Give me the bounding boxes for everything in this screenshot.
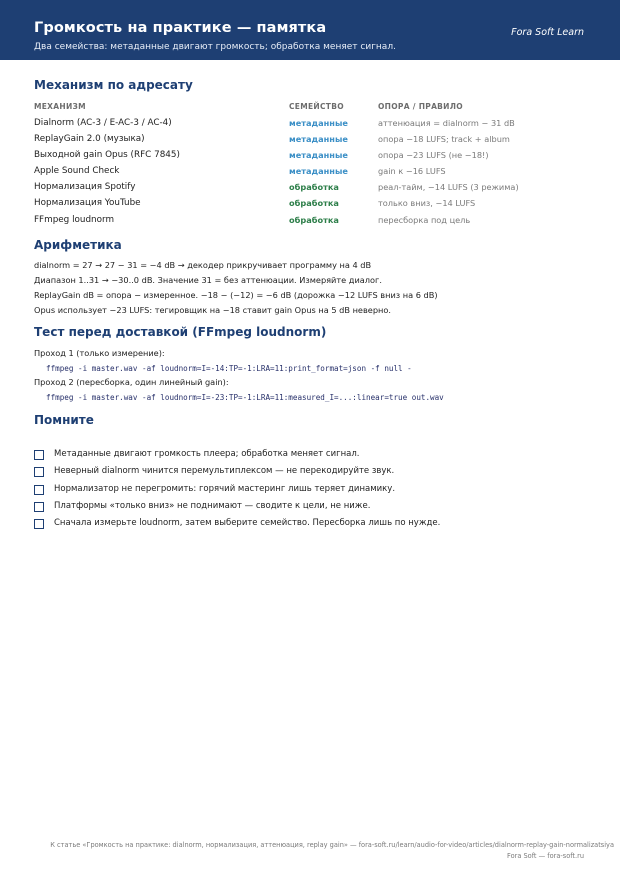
- table-row: [0, 118, 620, 134]
- table-row: [0, 134, 620, 150]
- checklist-item-label: Сначала измерьте loudnorm, затем выберите семейство. Пересборка лишь по нужде.: [54, 518, 441, 528]
- mechanism-cell: ReplayGain 2.0 (музыка): [34, 134, 145, 144]
- family-cell: метаданные: [289, 118, 348, 128]
- section-heading-remember: Помните: [34, 413, 94, 427]
- mechanism-cell: Нормализация YouTube: [34, 198, 141, 208]
- checklist-item-label: Платформы «только вниз» не поднимают — сводите к цели, не ниже.: [54, 501, 371, 511]
- checklist-item-label: Неверный dialnorm чинится перемультиплексом — не перекодируйте звук.: [54, 466, 395, 476]
- footer-site: Fora Soft — fora-soft.ru: [507, 852, 584, 860]
- family-cell: обработка: [289, 198, 339, 208]
- mechanism-cell: Apple Sound Check: [34, 166, 120, 176]
- rule-cell: аттенюация = dialnorm − 31 dB: [378, 118, 515, 128]
- pass1-command: ffmpeg -i master.wav -af loudnorm=I=-14:TP=-1:LRA=11:print_format=json -f null -: [46, 364, 412, 373]
- family-cell: метаданные: [289, 166, 348, 176]
- checklist-item-label: Метаданные двигают громкость плеера; обработка меняет сигнал.: [54, 449, 360, 459]
- arithmetic-line: ReplayGain dB = опора − измеренное. −18 − (−12) = −6 dB (дорожка −12 LUFS вниз на 6 dB): [34, 290, 438, 300]
- brand-label: Fora Soft Learn: [511, 27, 584, 38]
- arithmetic-line: Opus использует −23 LUFS: тегировщик на −18 ставит gain Opus на 5 dB неверно.: [34, 305, 391, 315]
- pass1-label: Проход 1 (только измерение):: [34, 348, 165, 358]
- mechanism-cell: FFmpeg loudnorm: [34, 215, 115, 225]
- section-heading-mechanisms: Механизм по адресату: [34, 78, 193, 92]
- table-row: [0, 182, 620, 198]
- header-banner: [0, 0, 620, 60]
- arithmetic-line: Диапазон 1..31 → −30..0 dB. Значение 31 = без аттенюации. Измеряйте диалог.: [34, 275, 382, 285]
- family-cell: обработка: [289, 215, 339, 225]
- checkbox[interactable]: [34, 502, 44, 512]
- footer-source-link[interactable]: К статье «Громкость на практике: dialnorm, нормализация, аттенюация, replay gain» — fora-soft.ru/learn/audio-for-video/articles/dialnorm-replay-gain-normalizatsiya: [50, 841, 614, 849]
- family-cell: метаданные: [289, 150, 348, 160]
- arithmetic-line: dialnorm = 27 → 27 − 31 = −4 dB → декодер прикручивает программу на 4 dB: [34, 260, 372, 270]
- checkbox[interactable]: [34, 485, 44, 495]
- checkbox[interactable]: [34, 450, 44, 460]
- column-header-family: СЕМЕЙСТВО: [289, 102, 344, 111]
- rule-cell: пересборка под цель: [378, 215, 471, 225]
- checkbox[interactable]: [34, 467, 44, 477]
- table-row: [0, 150, 620, 166]
- table-row: [0, 166, 620, 182]
- table-row: [0, 198, 620, 214]
- page-title: Громкость на практике — памятка: [34, 20, 327, 36]
- column-header-rule: ОПОРА / ПРАВИЛО: [378, 102, 463, 111]
- table-row: [0, 215, 620, 231]
- page-subtitle: Два семейства: метаданные двигают громкость; обработка меняет сигнал.: [34, 42, 396, 52]
- checkbox[interactable]: [34, 519, 44, 529]
- rule-cell: опора −23 LUFS (не −18!): [378, 150, 489, 160]
- checklist-item-label: Нормализатор не перегромить: горячий мастеринг лишь теряет динамику.: [54, 484, 396, 494]
- rule-cell: реал-тайм, −14 LUFS (3 режима): [378, 182, 519, 192]
- family-cell: обработка: [289, 182, 339, 192]
- column-header-mechanism: МЕХАНИЗМ: [34, 102, 86, 111]
- rule-cell: опора −18 LUFS; track + album: [378, 134, 510, 144]
- section-heading-ffmpeg: Тест перед доставкой (FFmpeg loudnorm): [34, 325, 327, 339]
- rule-cell: только вниз, −14 LUFS: [378, 198, 476, 208]
- rule-cell: gain к −16 LUFS: [378, 166, 446, 176]
- section-heading-arithmetic: Арифметика: [34, 238, 122, 252]
- mechanism-cell: Выходной gain Opus (RFC 7845): [34, 150, 180, 160]
- pass2-label: Проход 2 (пересборка, один линейный gain):: [34, 377, 229, 387]
- family-cell: метаданные: [289, 134, 348, 144]
- mechanism-cell: Dialnorm (AC-3 / E-AC-3 / AC-4): [34, 118, 172, 128]
- pass2-command: ffmpeg -i master.wav -af loudnorm=I=-23:TP=-1:LRA=11:measured_I=...:linear=true out.wav: [46, 393, 444, 402]
- mechanism-cell: Нормализация Spotify: [34, 182, 136, 192]
